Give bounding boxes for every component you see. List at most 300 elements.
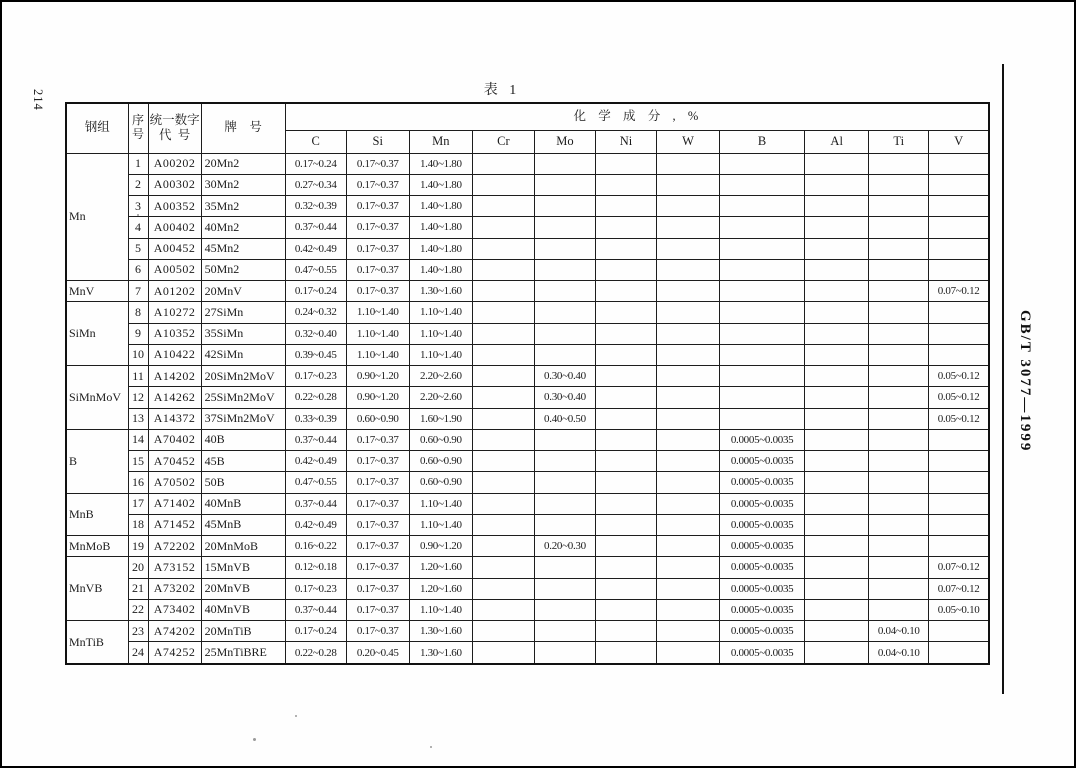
serial-no-cell: 20 xyxy=(128,557,148,578)
table-row xyxy=(66,217,989,238)
value-cell-W xyxy=(657,302,720,323)
grade-cell: 42SiMn xyxy=(201,344,285,365)
value-cell-Si: 1.10~1.40 xyxy=(346,323,409,344)
value-cell-V xyxy=(929,238,989,259)
value-cell-V xyxy=(929,323,989,344)
value-cell-Ti xyxy=(869,514,929,535)
value-cell-Si: 0.17~0.37 xyxy=(346,259,409,280)
value-cell-C: 0.24~0.32 xyxy=(285,302,346,323)
value-cell-Al xyxy=(805,174,869,195)
value-cell-Al xyxy=(805,387,869,408)
value-cell-Ti xyxy=(869,578,929,599)
value-cell-V xyxy=(929,621,989,642)
value-cell-C: 0.22~0.28 xyxy=(285,642,346,664)
header-element-Ni: Ni xyxy=(595,130,656,153)
table-row xyxy=(66,451,989,472)
value-cell-C: 0.37~0.44 xyxy=(285,493,346,514)
code-cell: A00452 xyxy=(148,238,201,259)
serial-no-cell: 16 xyxy=(128,472,148,493)
value-cell-W xyxy=(657,599,720,620)
value-cell-Mo: 0.40~0.50 xyxy=(534,408,595,429)
value-cell-B xyxy=(720,323,805,344)
grade-cell: 50B xyxy=(201,472,285,493)
value-cell-V xyxy=(929,429,989,450)
value-cell-Mo xyxy=(534,429,595,450)
value-cell-V xyxy=(929,514,989,535)
value-cell-Ni xyxy=(595,259,656,280)
table-row xyxy=(66,621,989,642)
table-title: 表 1 xyxy=(483,83,521,98)
value-cell-V xyxy=(929,259,989,280)
grade-cell: 40MnB xyxy=(201,493,285,514)
value-cell-Ni xyxy=(595,557,656,578)
value-cell-Cr xyxy=(472,578,534,599)
grade-cell: 40B xyxy=(201,429,285,450)
value-cell-Si: 0.17~0.37 xyxy=(346,238,409,259)
value-cell-B: 0.0005~0.0035 xyxy=(720,642,805,664)
value-cell-C: 0.39~0.45 xyxy=(285,344,346,365)
value-cell-Al xyxy=(805,472,869,493)
value-cell-Ti xyxy=(869,557,929,578)
table-row xyxy=(66,408,989,429)
grade-cell: 20SiMn2MoV xyxy=(201,366,285,387)
value-cell-Ni xyxy=(595,493,656,514)
steel-group-cell: B xyxy=(66,429,128,493)
value-cell-V: 0.05~0.10 xyxy=(929,599,989,620)
table-row xyxy=(66,514,989,535)
value-cell-W xyxy=(657,472,720,493)
table-row xyxy=(66,366,989,387)
value-cell-Al xyxy=(805,621,869,642)
table-row xyxy=(66,557,989,578)
value-cell-Al xyxy=(805,493,869,514)
value-cell-Si: 0.17~0.37 xyxy=(346,429,409,450)
value-cell-Al xyxy=(805,259,869,280)
value-cell-Ni xyxy=(595,323,656,344)
value-cell-C: 0.17~0.24 xyxy=(285,153,346,174)
value-cell-Al xyxy=(805,536,869,557)
serial-no-cell: 13 xyxy=(128,408,148,429)
serial-no-cell: 14 xyxy=(128,429,148,450)
value-cell-Cr xyxy=(472,344,534,365)
value-cell-Mn: 1.30~1.60 xyxy=(409,642,472,664)
code-cell: A71452 xyxy=(148,514,201,535)
grade-cell: 45MnB xyxy=(201,514,285,535)
value-cell-Mo xyxy=(534,259,595,280)
value-cell-B: 0.0005~0.0035 xyxy=(720,536,805,557)
value-cell-Al xyxy=(805,429,869,450)
table-row xyxy=(66,599,989,620)
value-cell-Cr xyxy=(472,281,534,302)
value-cell-Ni xyxy=(595,217,656,238)
table-body xyxy=(66,153,989,664)
grade-cell: 20Mn2 xyxy=(201,153,285,174)
code-cell: A70452 xyxy=(148,451,201,472)
value-cell-Mo xyxy=(534,472,595,493)
value-cell-B xyxy=(720,259,805,280)
steel-group-cell: MnV xyxy=(66,281,128,302)
value-cell-Mn: 2.20~2.60 xyxy=(409,366,472,387)
code-cell: A70502 xyxy=(148,472,201,493)
value-cell-Al xyxy=(805,451,869,472)
code-cell: A00402 xyxy=(148,217,201,238)
code-cell: A14262 xyxy=(148,387,201,408)
value-cell-Mn: 0.60~0.90 xyxy=(409,472,472,493)
value-cell-W xyxy=(657,259,720,280)
value-cell-Ti xyxy=(869,302,929,323)
value-cell-Si: 0.17~0.37 xyxy=(346,557,409,578)
grade-cell: 37SiMn2MoV xyxy=(201,408,285,429)
value-cell-Si: 0.17~0.37 xyxy=(346,621,409,642)
value-cell-Ni xyxy=(595,281,656,302)
value-cell-V: 0.05~0.12 xyxy=(929,366,989,387)
grade-cell: 20MnTiB xyxy=(201,621,285,642)
value-cell-Mo: 0.30~0.40 xyxy=(534,387,595,408)
value-cell-W xyxy=(657,174,720,195)
header-steel-group: 钢组 xyxy=(66,103,128,153)
value-cell-Mo xyxy=(534,621,595,642)
header-element-Mo: Mo xyxy=(534,130,595,153)
value-cell-Cr xyxy=(472,217,534,238)
value-cell-Mo: 0.30~0.40 xyxy=(534,366,595,387)
value-cell-C: 0.33~0.39 xyxy=(285,408,346,429)
code-cell: A10272 xyxy=(148,302,201,323)
value-cell-Cr xyxy=(472,451,534,472)
value-cell-Cr xyxy=(472,429,534,450)
value-cell-Si: 0.90~1.20 xyxy=(346,387,409,408)
value-cell-Ti xyxy=(869,366,929,387)
value-cell-Ni xyxy=(595,472,656,493)
value-cell-Ti xyxy=(869,281,929,302)
value-cell-W xyxy=(657,366,720,387)
steel-group-cell: MnB xyxy=(66,493,128,536)
serial-no-cell: 22 xyxy=(128,599,148,620)
value-cell-W xyxy=(657,323,720,344)
table-row xyxy=(66,174,989,195)
value-cell-Mn: 1.10~1.40 xyxy=(409,323,472,344)
value-cell-C: 0.32~0.40 xyxy=(285,323,346,344)
grade-cell: 45Mn2 xyxy=(201,238,285,259)
value-cell-B: 0.0005~0.0035 xyxy=(720,451,805,472)
code-cell: A72202 xyxy=(148,536,201,557)
table-row xyxy=(66,196,989,217)
value-cell-Mo xyxy=(534,514,595,535)
value-cell-W xyxy=(657,578,720,599)
header-element-W: W xyxy=(657,130,720,153)
value-cell-W xyxy=(657,642,720,664)
value-cell-W xyxy=(657,557,720,578)
value-cell-W xyxy=(657,387,720,408)
value-cell-Ni xyxy=(595,642,656,664)
value-cell-Mo xyxy=(534,344,595,365)
value-cell-Ni xyxy=(595,238,656,259)
value-cell-Si: 0.17~0.37 xyxy=(346,281,409,302)
value-cell-C: 0.17~0.23 xyxy=(285,366,346,387)
grade-cell: 27SiMn xyxy=(201,302,285,323)
value-cell-Ti xyxy=(869,493,929,514)
table-row xyxy=(66,429,989,450)
header-element-Ti: Ti xyxy=(869,130,929,153)
value-cell-C: 0.37~0.44 xyxy=(285,599,346,620)
value-cell-B xyxy=(720,153,805,174)
value-cell-Si: 0.17~0.37 xyxy=(346,536,409,557)
value-cell-Ti xyxy=(869,429,929,450)
value-cell-Ti xyxy=(869,174,929,195)
value-cell-Ti: 0.04~0.10 xyxy=(869,642,929,664)
code-cell: A01202 xyxy=(148,281,201,302)
value-cell-Cr xyxy=(472,259,534,280)
value-cell-Cr xyxy=(472,302,534,323)
value-cell-Ni xyxy=(595,514,656,535)
code-cell: A10422 xyxy=(148,344,201,365)
table-row xyxy=(66,642,989,664)
header-element-B: B xyxy=(720,130,805,153)
value-cell-Mo xyxy=(534,153,595,174)
value-cell-B xyxy=(720,281,805,302)
value-cell-Si: 0.17~0.37 xyxy=(346,153,409,174)
value-cell-Si: 1.10~1.40 xyxy=(346,302,409,323)
value-cell-Ni xyxy=(595,174,656,195)
code-cell: A00202 xyxy=(148,153,201,174)
value-cell-Al xyxy=(805,514,869,535)
value-cell-C: 0.47~0.55 xyxy=(285,472,346,493)
value-cell-Mo xyxy=(534,323,595,344)
scan-speck xyxy=(253,738,256,741)
code-cell: A74202 xyxy=(148,621,201,642)
serial-no-cell: 8 xyxy=(128,302,148,323)
grade-cell: 35Mn2 xyxy=(201,196,285,217)
serial-no-cell: 6 xyxy=(128,259,148,280)
value-cell-Ni xyxy=(595,536,656,557)
value-cell-V xyxy=(929,536,989,557)
value-cell-Si: 0.17~0.37 xyxy=(346,514,409,535)
table-row xyxy=(66,493,989,514)
grade-cell: 25MnTiBRE xyxy=(201,642,285,664)
value-cell-Ni xyxy=(595,366,656,387)
table-row xyxy=(66,536,989,557)
value-cell-B xyxy=(720,366,805,387)
value-cell-V xyxy=(929,493,989,514)
value-cell-Ti xyxy=(869,536,929,557)
value-cell-Mn: 0.60~0.90 xyxy=(409,451,472,472)
value-cell-Al xyxy=(805,642,869,664)
value-cell-V xyxy=(929,642,989,664)
value-cell-Si: 0.17~0.37 xyxy=(346,451,409,472)
value-cell-C: 0.17~0.23 xyxy=(285,578,346,599)
value-cell-Mo xyxy=(534,493,595,514)
steel-group-cell: MnTiB xyxy=(66,621,128,665)
value-cell-Cr xyxy=(472,196,534,217)
scan-speck xyxy=(137,214,139,216)
value-cell-Si: 0.90~1.20 xyxy=(346,366,409,387)
value-cell-C: 0.16~0.22 xyxy=(285,536,346,557)
grade-cell: 30Mn2 xyxy=(201,174,285,195)
table-header xyxy=(66,103,989,153)
table-row xyxy=(66,472,989,493)
value-cell-Mn: 0.60~0.90 xyxy=(409,429,472,450)
value-cell-Si: 0.17~0.37 xyxy=(346,599,409,620)
serial-no-cell: 5 xyxy=(128,238,148,259)
value-cell-Ni xyxy=(595,387,656,408)
value-cell-V xyxy=(929,344,989,365)
grade-cell: 20MnV xyxy=(201,281,285,302)
value-cell-Ni xyxy=(595,578,656,599)
value-cell-V xyxy=(929,451,989,472)
serial-no-cell: 11 xyxy=(128,366,148,387)
value-cell-Al xyxy=(805,153,869,174)
value-cell-Mo xyxy=(534,174,595,195)
value-cell-Ni xyxy=(595,196,656,217)
code-cell: A14202 xyxy=(148,366,201,387)
steel-group-cell: SiMn xyxy=(66,302,128,366)
value-cell-Ni xyxy=(595,429,656,450)
value-cell-Cr xyxy=(472,408,534,429)
grade-cell: 50Mn2 xyxy=(201,259,285,280)
serial-no-cell: 12 xyxy=(128,387,148,408)
value-cell-Cr xyxy=(472,536,534,557)
value-cell-Mn: 1.30~1.60 xyxy=(409,281,472,302)
value-cell-B: 0.0005~0.0035 xyxy=(720,429,805,450)
value-cell-Si: 0.17~0.37 xyxy=(346,217,409,238)
header-element-Si: Si xyxy=(346,130,409,153)
value-cell-Al xyxy=(805,323,869,344)
value-cell-W xyxy=(657,429,720,450)
value-cell-Mn: 1.20~1.60 xyxy=(409,557,472,578)
value-cell-Cr xyxy=(472,472,534,493)
steel-group-cell: SiMnMoV xyxy=(66,366,128,430)
grade-cell: 15MnVB xyxy=(201,557,285,578)
value-cell-Mo xyxy=(534,238,595,259)
value-cell-W xyxy=(657,514,720,535)
value-cell-Mo xyxy=(534,196,595,217)
grade-cell: 20MnMoB xyxy=(201,536,285,557)
table-row xyxy=(66,344,989,365)
value-cell-Ni xyxy=(595,599,656,620)
value-cell-Mo xyxy=(534,281,595,302)
value-cell-W xyxy=(657,493,720,514)
value-cell-B xyxy=(720,387,805,408)
value-cell-Mn: 1.10~1.40 xyxy=(409,493,472,514)
value-cell-B: 0.0005~0.0035 xyxy=(720,472,805,493)
value-cell-Ti: 0.04~0.10 xyxy=(869,621,929,642)
value-cell-Ni xyxy=(595,302,656,323)
value-cell-C: 0.17~0.24 xyxy=(285,621,346,642)
serial-no-cell: 23 xyxy=(128,621,148,642)
value-cell-Ti xyxy=(869,451,929,472)
value-cell-Mn: 2.20~2.60 xyxy=(409,387,472,408)
serial-no-cell: 3 xyxy=(128,196,148,217)
value-cell-V: 0.07~0.12 xyxy=(929,557,989,578)
value-cell-Mn: 1.10~1.40 xyxy=(409,514,472,535)
value-cell-B: 0.0005~0.0035 xyxy=(720,493,805,514)
value-cell-Si: 0.17~0.37 xyxy=(346,578,409,599)
value-cell-Mn: 1.10~1.40 xyxy=(409,302,472,323)
value-cell-Mo xyxy=(534,599,595,620)
value-cell-Si: 0.17~0.37 xyxy=(346,196,409,217)
value-cell-W xyxy=(657,196,720,217)
value-cell-C: 0.42~0.49 xyxy=(285,451,346,472)
grade-cell: 25SiMn2MoV xyxy=(201,387,285,408)
header-grade: 牌 号 xyxy=(201,103,285,153)
value-cell-Mn: 1.60~1.90 xyxy=(409,408,472,429)
header-code xyxy=(148,103,201,153)
value-cell-Mn: 1.10~1.40 xyxy=(409,599,472,620)
value-cell-B xyxy=(720,344,805,365)
value-cell-Mo xyxy=(534,302,595,323)
value-cell-Ni xyxy=(595,451,656,472)
value-cell-W xyxy=(657,621,720,642)
serial-no-cell: 18 xyxy=(128,514,148,535)
value-cell-V: 0.05~0.12 xyxy=(929,387,989,408)
header-code-line1: 统一数字 xyxy=(149,112,200,127)
value-cell-Mn: 1.40~1.80 xyxy=(409,217,472,238)
table-row xyxy=(66,323,989,344)
value-cell-B: 0.0005~0.0035 xyxy=(720,578,805,599)
value-cell-Mo xyxy=(534,217,595,238)
serial-no-cell: 24 xyxy=(128,642,148,664)
value-cell-W xyxy=(657,281,720,302)
value-cell-Mn: 1.40~1.80 xyxy=(409,238,472,259)
code-cell: A00302 xyxy=(148,174,201,195)
value-cell-V xyxy=(929,196,989,217)
code-cell: A70402 xyxy=(148,429,201,450)
value-cell-B: 0.0005~0.0035 xyxy=(720,514,805,535)
value-cell-Mo: 0.20~0.30 xyxy=(534,536,595,557)
scan-speck xyxy=(295,715,297,717)
value-cell-V xyxy=(929,153,989,174)
value-cell-C: 0.47~0.55 xyxy=(285,259,346,280)
code-cell: A73402 xyxy=(148,599,201,620)
value-cell-Mn: 1.40~1.80 xyxy=(409,259,472,280)
header-element-V: V xyxy=(929,130,989,153)
value-cell-Al xyxy=(805,408,869,429)
steel-group-cell: Mn xyxy=(66,153,128,281)
value-cell-Al xyxy=(805,217,869,238)
serial-no-cell: 9 xyxy=(128,323,148,344)
table-row xyxy=(66,259,989,280)
code-cell: A00502 xyxy=(148,259,201,280)
value-cell-Ti xyxy=(869,408,929,429)
value-cell-C: 0.32~0.39 xyxy=(285,196,346,217)
value-cell-Cr xyxy=(472,621,534,642)
grade-cell: 40MnVB xyxy=(201,599,285,620)
value-cell-Al xyxy=(805,196,869,217)
value-cell-Cr xyxy=(472,642,534,664)
value-cell-B xyxy=(720,302,805,323)
value-cell-B xyxy=(720,408,805,429)
table-row xyxy=(66,153,989,174)
value-cell-Ti xyxy=(869,472,929,493)
value-cell-Mn: 0.90~1.20 xyxy=(409,536,472,557)
page-number: 214 xyxy=(31,89,45,111)
serial-no-cell: 15 xyxy=(128,451,148,472)
value-cell-W xyxy=(657,536,720,557)
header-serial-no: 序号 xyxy=(128,103,148,153)
standard-number-label: GB/T 3077—1999 xyxy=(1017,310,1033,453)
value-cell-Al xyxy=(805,578,869,599)
value-cell-W xyxy=(657,408,720,429)
value-cell-C: 0.27~0.34 xyxy=(285,174,346,195)
value-cell-C: 0.22~0.28 xyxy=(285,387,346,408)
grade-cell: 20MnVB xyxy=(201,578,285,599)
code-cell: A71402 xyxy=(148,493,201,514)
value-cell-Cr xyxy=(472,387,534,408)
value-cell-V: 0.07~0.12 xyxy=(929,578,989,599)
serial-no-cell: 10 xyxy=(128,344,148,365)
header-element-C: C xyxy=(285,130,346,153)
table-row xyxy=(66,578,989,599)
value-cell-V xyxy=(929,472,989,493)
